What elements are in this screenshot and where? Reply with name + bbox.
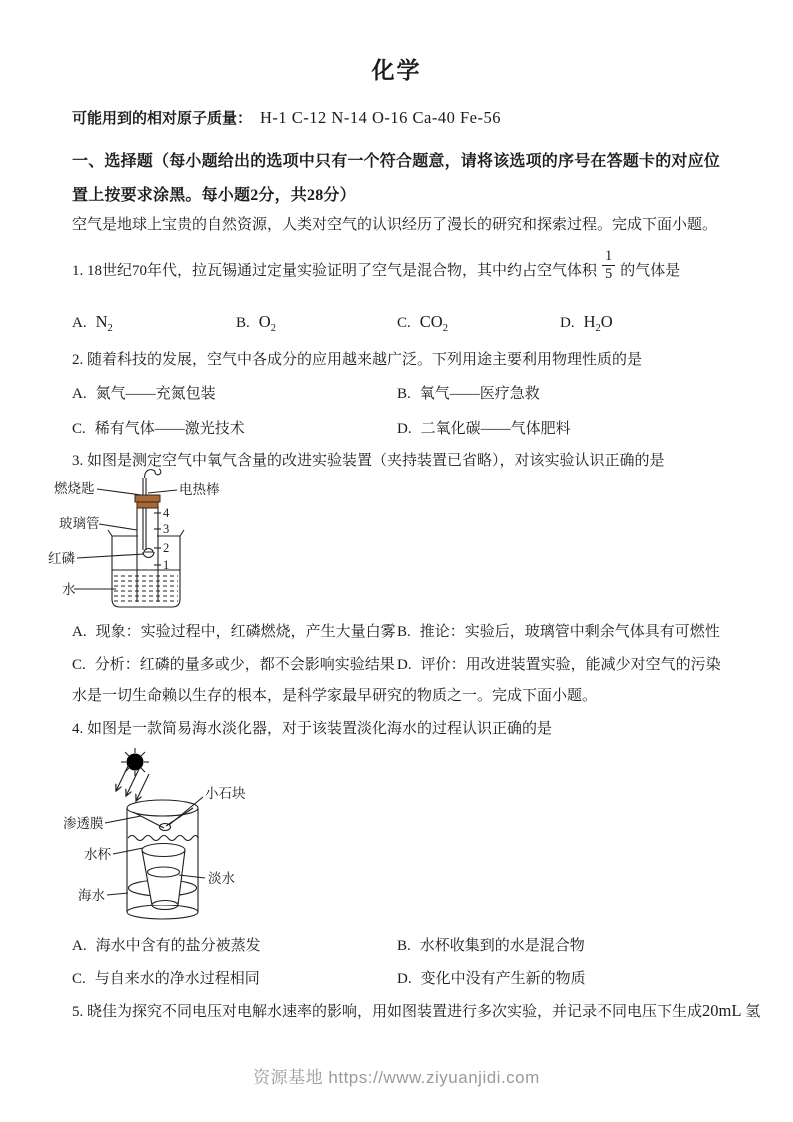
intro-water: 水是一切生命赖以生存的根本，是科学家最早研究的物质之一。完成下面小题。 (72, 688, 598, 704)
q5-stem-post: 氢 (741, 1004, 761, 1020)
scale-3: 3 (163, 522, 170, 536)
scale-4: 4 (163, 506, 170, 520)
question-5-stem (72, 1000, 760, 1023)
membrane-label: 渗透膜 (63, 816, 104, 831)
q1-fraction-denominator: 5 (605, 266, 613, 283)
q1-option-d: D. $H_2O$ (560, 312, 613, 334)
section-heading-line1: 一、选择题（每小题给出的选项中只有一个符合题意，请将该选项的序号在答题卡的对应位 (72, 153, 721, 170)
q4-option-d: D. 变化中没有产生新的物质 (397, 971, 586, 987)
section-heading-line2: 置上按要求涂黑。每小题2分，共28分） (72, 187, 356, 204)
heating-rod-pointer (148, 490, 177, 493)
q5-volume-value: 20mL (702, 1001, 742, 1020)
q4-option-a: A. 海水中含有的盐分被蒸发 (72, 938, 261, 954)
q5-stem-pre: 5. 晓佳为探究不同电压对电解水速率的影响，用如图装置进行多次实验，并记录不同电压下生成 (72, 1004, 703, 1020)
atomic-mass-values: H-1 C-12 N-14 O-16 Ca-40 Fe-56 (260, 108, 501, 127)
water-dashes (114, 576, 178, 601)
q2-option-c: C. 稀有气体——激光技术 (72, 421, 245, 437)
q4-option-b: B. 水杯收集到的水是混合物 (397, 938, 585, 954)
footer-watermark: 资源基地 https://www.ziyuanjidi.com (253, 1068, 540, 1087)
q1-option-c: C. $CO_2$ (397, 312, 448, 334)
glass-tube-label: 玻璃管 (59, 516, 100, 531)
q3-option-c: C. 分析：红磷的量多或少，都不会影响实验结果 (72, 657, 395, 673)
atomic-mass-label: 可能用到的相对原子质量： (72, 111, 253, 127)
q3-option-d: D. 评价：用改进装置实验，能减少对空气的污染 (397, 657, 721, 673)
red-phosphorus-pointer (77, 554, 144, 558)
page-title: 化学 (371, 58, 422, 83)
wavy-line (128, 836, 198, 841)
q1-fraction (602, 249, 615, 282)
red-phosphorus-label: 红磷 (48, 551, 75, 566)
freshwater-pointer (179, 875, 205, 878)
q3-option-a: A. 现象：实验过程中，红磷燃烧，产生大量白雾 (72, 624, 396, 640)
heater-hook (145, 469, 161, 478)
q4-desalinator-diagram (55, 735, 315, 930)
cup-label: 水杯 (84, 847, 111, 862)
glass-tube-pointer (99, 524, 137, 530)
membrane-pointer (105, 816, 141, 823)
q2-option-d: D. 二氧化碳——气体肥料 (397, 421, 571, 437)
q3-apparatus-diagram (40, 466, 260, 618)
tube-interior (138, 507, 157, 569)
scale-2: 2 (163, 541, 170, 555)
cup-pointer (113, 848, 143, 854)
seawater-pointer (107, 893, 128, 895)
q1-stem-pre: 1. 18世纪70年代，拉瓦锡通过定量实验证明了空气是混合物，其中约占空气体积 (72, 263, 598, 280)
q2-option-a: A. 氮气——充氮包装 (72, 386, 216, 402)
container-bottom (127, 905, 198, 919)
freshwater-label: 淡水 (208, 871, 235, 886)
seawater-label: 海水 (78, 888, 105, 903)
q1-stem-post: 的气体是 (620, 263, 681, 280)
question-1-stem (72, 249, 680, 282)
intro-air: 空气是地球上宝贵的自然资源，人类对空气的认识经历了漫长的研究和探索过程。完成下面小题。 (72, 217, 718, 233)
stone-label: 小石块 (205, 786, 246, 801)
question-2-stem: 2. 随着科技的发展，空气中各成分的应用越来越广泛。下列用途主要利用物理性质的是 (72, 352, 643, 368)
q2-option-b: B. 氧气——医疗急救 (397, 386, 540, 402)
q3-option-b: B. 推论：实验后，玻璃管中剩余气体具有可燃性 (397, 624, 720, 640)
q1-fraction-numerator: 1 (602, 249, 615, 266)
question-3-stem: 3. 如图是测定空气中氧气含量的改进实验装置（夹持装置已省略），对该实验认识正确的是 (72, 453, 665, 469)
question-4-stem: 4. 如图是一款简易海水淡化器，对于该装置淡化海水的过程认识正确的是 (72, 721, 553, 737)
burning-spoon-pointer (97, 489, 141, 495)
stopper-top (135, 495, 160, 502)
water-label: 水 (62, 582, 76, 597)
stopper-bottom (137, 502, 158, 508)
q1-option-a: A. $N_2$ (72, 312, 113, 334)
heating-rod-label: 电热棒 (179, 482, 220, 497)
q1-option-b: B. $O_2$ (236, 312, 276, 334)
atomic-mass-line (72, 107, 501, 130)
q4-option-c: C. 与自来水的净水过程相同 (72, 971, 260, 987)
burning-spoon-label: 燃烧匙 (54, 481, 95, 496)
container-rim (127, 800, 198, 816)
scale-1: 1 (163, 558, 170, 572)
